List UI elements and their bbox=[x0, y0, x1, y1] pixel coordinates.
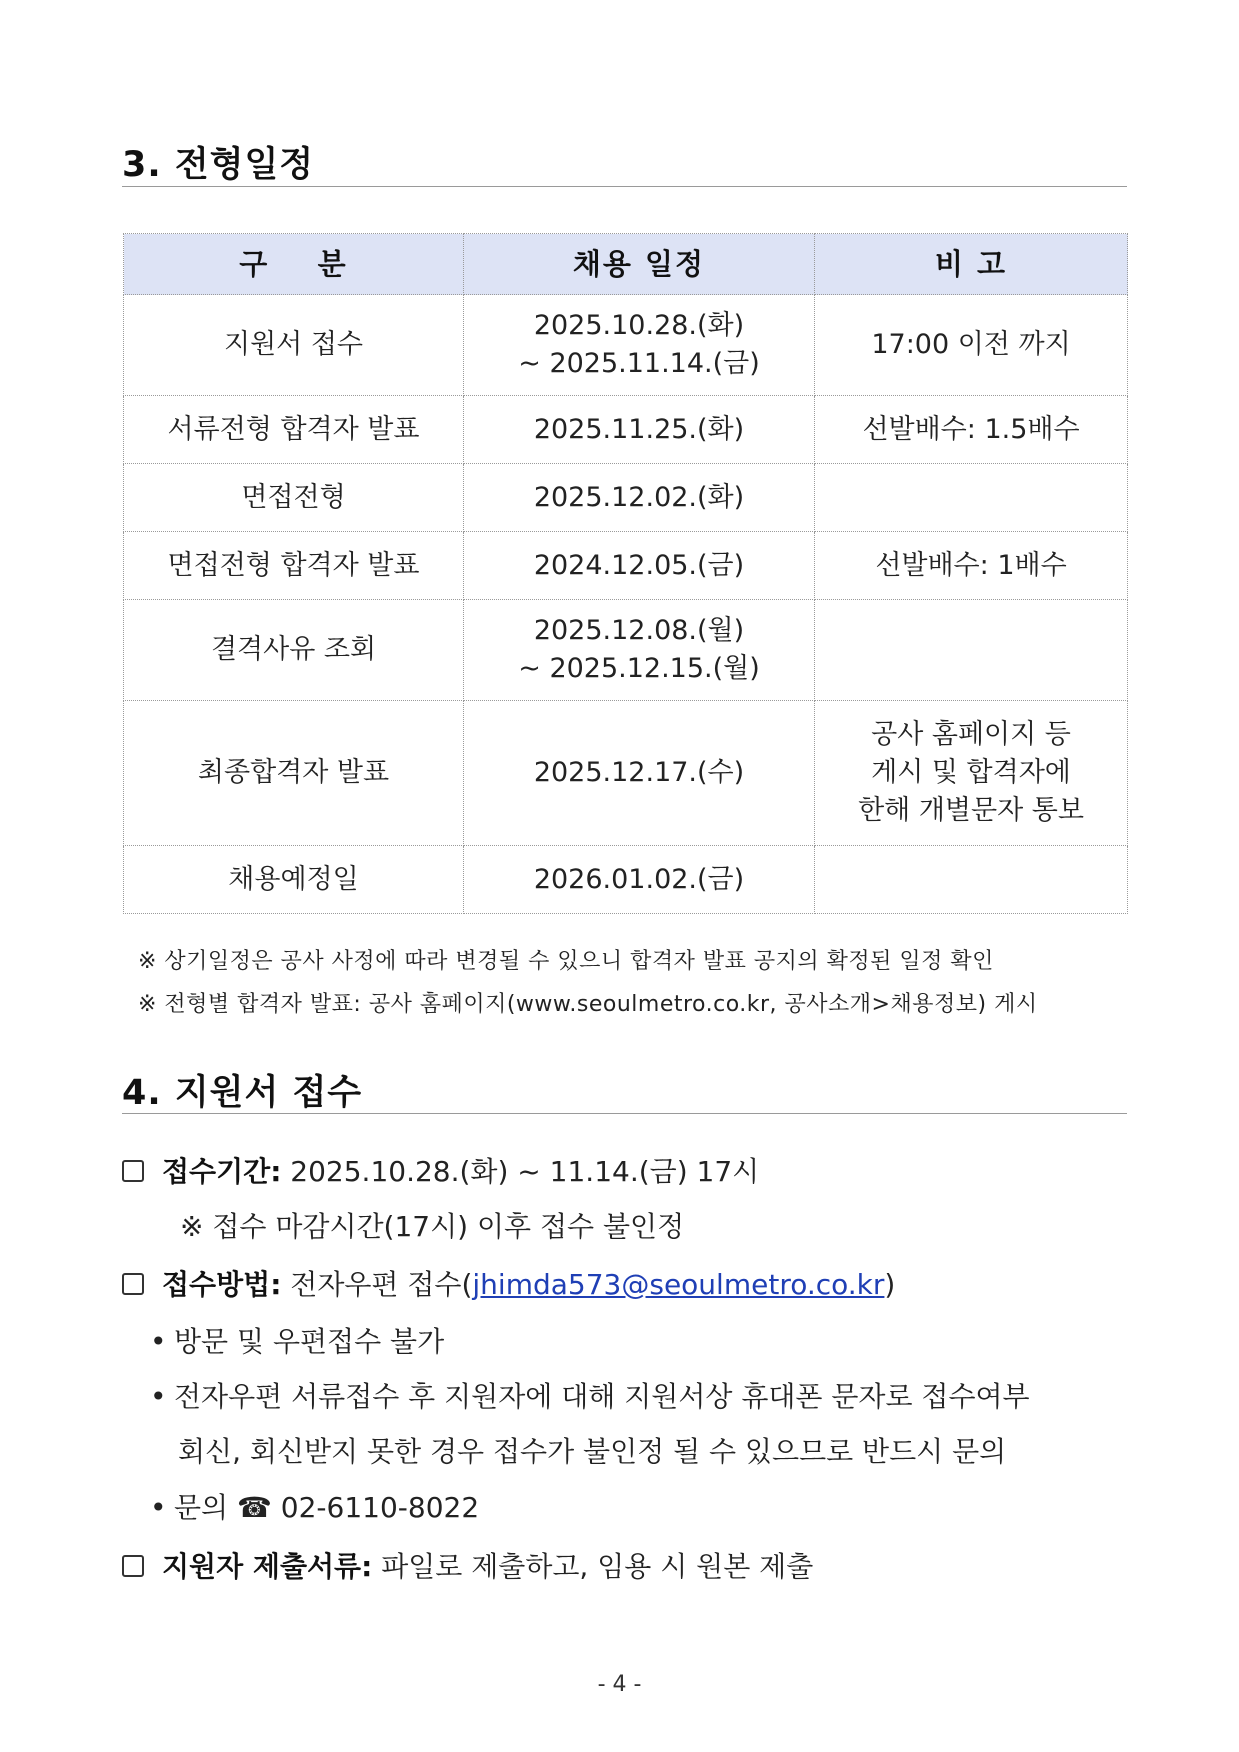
bullet-continuation: 회신, 회신받지 못한 경우 접수가 불인정 될 수 있으므로 반드시 문의 bbox=[178, 1435, 1007, 1468]
docs-item bbox=[122, 1545, 813, 1585]
schedule-note-2: ※ 전형별 합격자 발표: 공사 홈페이지(www.seoulmetro.co.kr, 공사소개>채용정보) 게시 bbox=[138, 992, 1038, 1017]
row-remark bbox=[815, 396, 1128, 464]
bullet-icon: • bbox=[150, 1491, 167, 1524]
date-line: 2025.11.25.(화) bbox=[533, 413, 745, 445]
table-row bbox=[124, 701, 1128, 846]
remark-line: 공사 홈페이지 등 bbox=[871, 719, 1071, 750]
table-row bbox=[124, 396, 1128, 464]
row-category: 서류전형 합격자 발표 bbox=[124, 396, 464, 464]
bullet-text: 방문 및 우편접수 불가 bbox=[174, 1325, 445, 1358]
date-line: 2025.12.17.(수) bbox=[533, 757, 745, 788]
section-4-rule bbox=[122, 1113, 1127, 1114]
date-line: 2025.12.08.(월) bbox=[533, 615, 745, 646]
date-line: ~ 2025.12.15.(월) bbox=[518, 653, 760, 684]
period-value: 2025.10.28.(화) ~ 11.14.(금) 17시 bbox=[281, 1155, 760, 1188]
section-3-title: 3. 전형일정 bbox=[122, 145, 315, 185]
bullet-text: 문의 bbox=[174, 1491, 237, 1524]
period-item bbox=[122, 1150, 759, 1190]
table-row bbox=[124, 532, 1128, 600]
method-suffix: ) bbox=[884, 1268, 896, 1301]
method-label: 접수방법: bbox=[162, 1268, 282, 1301]
schedule-table bbox=[123, 233, 1128, 914]
bullet-icon: • bbox=[150, 1380, 167, 1413]
row-remark bbox=[815, 600, 1128, 701]
row-date bbox=[464, 464, 815, 532]
docs-label: 지원자 제출서류: bbox=[162, 1550, 373, 1583]
row-date bbox=[464, 701, 815, 846]
table-row bbox=[124, 295, 1128, 396]
table-row bbox=[124, 846, 1128, 914]
remark-line: 게시 및 합격자에 bbox=[871, 757, 1071, 788]
row-category: 결격사유 조회 bbox=[124, 600, 464, 701]
period-note: ※ 접수 마감시간(17시) 이후 접수 불인정 bbox=[180, 1210, 685, 1243]
phone-icon: ☎ bbox=[237, 1491, 272, 1524]
row-remark bbox=[815, 846, 1128, 914]
bullet-item bbox=[150, 1320, 444, 1360]
section-4-title: 4. 지원서 접수 bbox=[122, 1073, 363, 1113]
checkbox-icon bbox=[122, 1273, 144, 1295]
header-schedule: 채용 일정 bbox=[464, 234, 815, 295]
row-date bbox=[464, 600, 815, 701]
phone-number: 02-6110-8022 bbox=[271, 1491, 480, 1524]
row-date bbox=[464, 532, 815, 600]
row-category: 면접전형 합격자 발표 bbox=[124, 532, 464, 600]
remark-line: 선발배수: 1배수 bbox=[875, 549, 1067, 581]
schedule-note-1: ※ 상기일정은 공사 사정에 따라 변경될 수 있으니 합격자 발표 공지의 확정된 일정 확인 bbox=[138, 949, 994, 974]
row-remark bbox=[815, 295, 1128, 396]
email-link[interactable]: jhimda573@seoulmetro.co.kr bbox=[472, 1268, 885, 1301]
table-row bbox=[124, 464, 1128, 532]
section-3-rule bbox=[122, 186, 1127, 187]
date-line: 2025.10.28.(화) bbox=[533, 310, 745, 341]
date-line: 2025.12.02.(화) bbox=[533, 481, 745, 513]
period-label: 접수기간: bbox=[162, 1155, 282, 1188]
method-prefix: 전자우편 접수( bbox=[281, 1268, 473, 1301]
row-remark bbox=[815, 701, 1128, 846]
header-category: 구 분 bbox=[124, 234, 464, 295]
table-row bbox=[124, 600, 1128, 701]
row-category: 채용예정일 bbox=[124, 846, 464, 914]
date-line: ~ 2025.11.14.(금) bbox=[518, 348, 760, 379]
date-line: 2024.12.05.(금) bbox=[533, 549, 745, 581]
row-category: 최종합격자 발표 bbox=[124, 701, 464, 846]
bullet-item bbox=[150, 1486, 479, 1526]
row-date bbox=[464, 295, 815, 396]
method-item bbox=[122, 1263, 895, 1303]
docs-value: 파일로 제출하고, 임용 시 원본 제출 bbox=[372, 1550, 814, 1583]
header-remark: 비 고 bbox=[815, 234, 1128, 295]
row-date bbox=[464, 396, 815, 464]
bullet-item bbox=[150, 1375, 1030, 1415]
date-line: 2026.01.02.(금) bbox=[533, 863, 745, 895]
row-remark bbox=[815, 464, 1128, 532]
row-date bbox=[464, 846, 815, 914]
row-category: 면접전형 bbox=[124, 464, 464, 532]
row-category: 지원서 접수 bbox=[124, 295, 464, 396]
remark-line: 선발배수: 1.5배수 bbox=[862, 413, 1080, 445]
remark-line: 한해 개별문자 통보 bbox=[858, 795, 1084, 826]
bullet-text: 전자우편 서류접수 후 지원자에 대해 지원서상 휴대폰 문자로 접수여부 bbox=[174, 1380, 1030, 1413]
checkbox-icon bbox=[122, 1555, 144, 1577]
remark-line: 17:00 이전 까지 bbox=[871, 329, 1071, 360]
page-number: - 4 - bbox=[597, 1672, 642, 1697]
bullet-icon: • bbox=[150, 1325, 167, 1358]
row-remark bbox=[815, 532, 1128, 600]
schedule-header-row bbox=[124, 234, 1128, 295]
checkbox-icon bbox=[122, 1160, 144, 1182]
